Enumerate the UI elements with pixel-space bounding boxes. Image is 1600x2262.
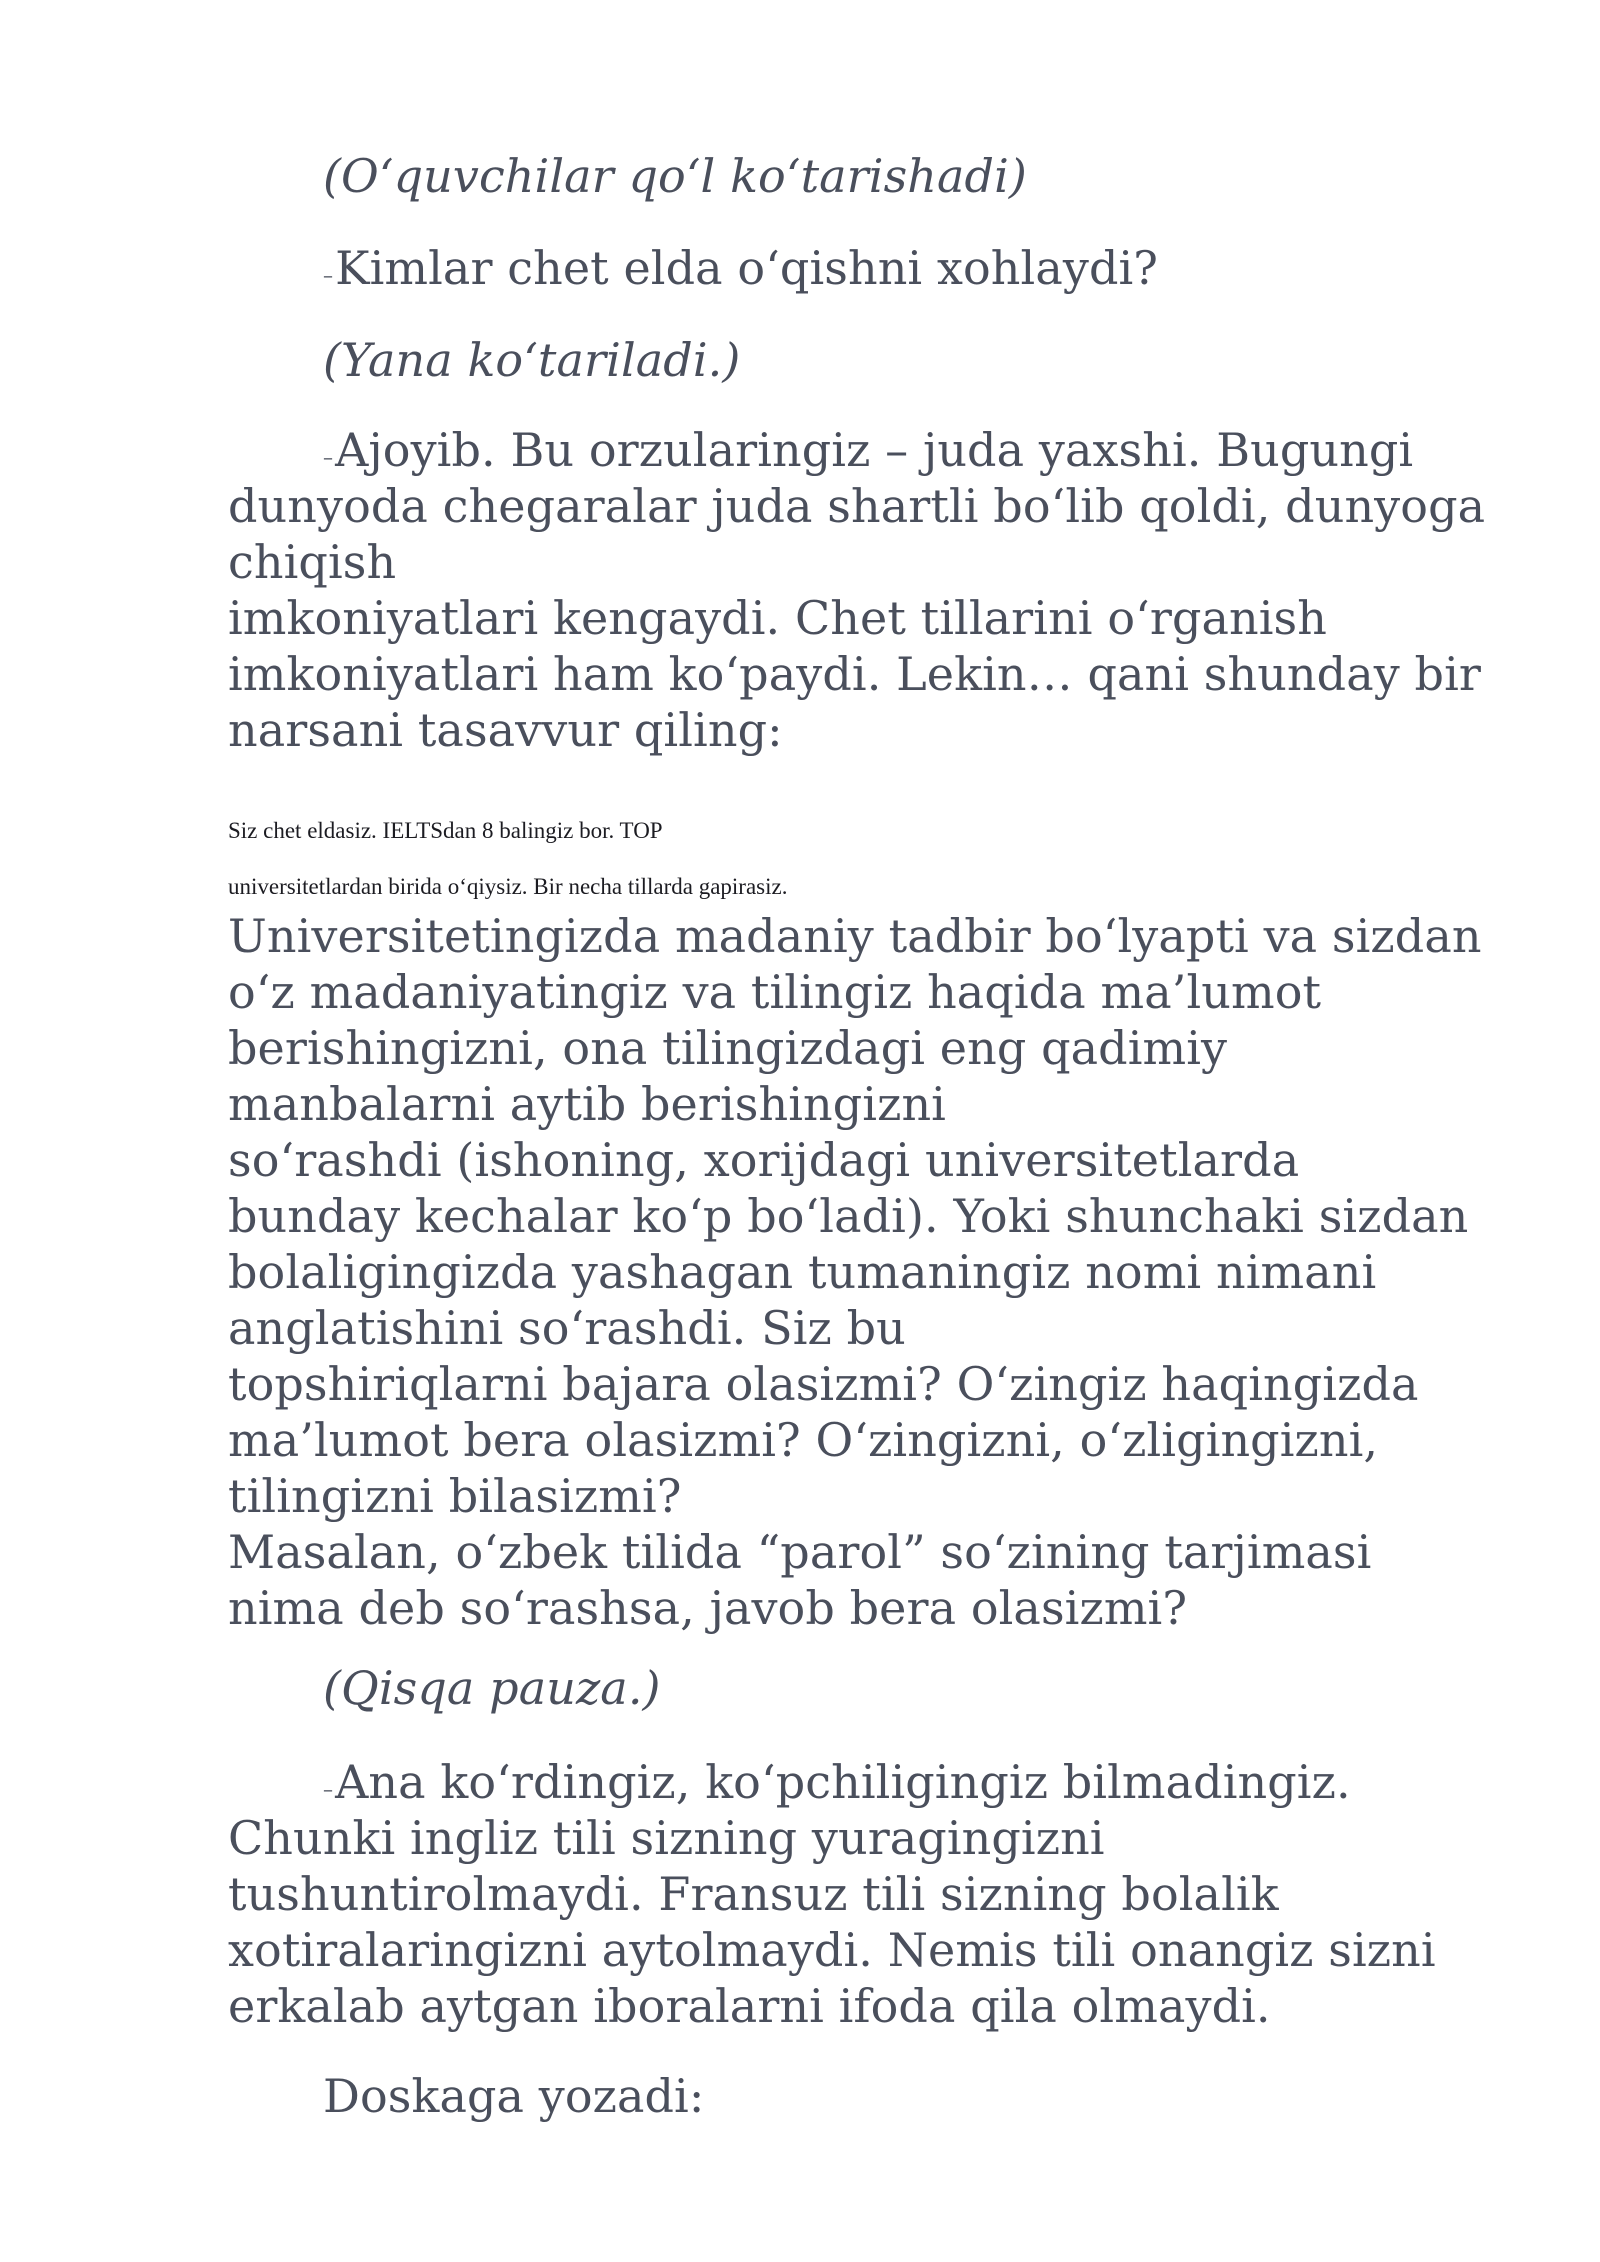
dialogue-dash: – bbox=[323, 263, 334, 287]
dialogue-dash: – bbox=[323, 1777, 334, 1801]
paragraph-line-text: Ajoyib. Bu orzularingiz – juda yaxshi. Bugungi bbox=[335, 423, 1414, 477]
paragraph-line: so‘rashdi (ishoning, xorijdagi universitetlarda bbox=[228, 1133, 1300, 1187]
question-text: Kimlar chet elda o‘qishni xohlaydi? bbox=[335, 241, 1159, 295]
paragraph-line: tushuntirolmaydi. Fransuz tili sizning bolalik bbox=[228, 1867, 1279, 1921]
paragraph-line: anglatishini so‘rashdi. Siz bu bbox=[228, 1301, 906, 1355]
paragraph-line: chiqish bbox=[228, 535, 397, 589]
paragraph-line: dunyoda chegaralar juda shartli bo‘lib qoldi, dunyoga bbox=[228, 479, 1486, 533]
paragraph-line: imkoniyatlari kengaydi. Chet tillarini o‘rganish bbox=[228, 591, 1327, 645]
closing-line: Doskaga yozadi: bbox=[323, 2069, 705, 2123]
paragraph-line: bolaligingizda yashagan tumaningiz nomi nimani bbox=[228, 1245, 1377, 1299]
paragraph-line: Universitetingizda madaniy tadbir bo‘lyapti va sizdan bbox=[228, 909, 1482, 963]
paragraph-line: imkoniyatlari ham ko‘paydi. Lekin… qani shunday bir bbox=[228, 647, 1481, 701]
stage-direction: (Yana ko‘tariladi.) bbox=[323, 333, 741, 387]
paragraph-line: tilingizni bilasizmi? bbox=[228, 1469, 682, 1523]
paragraph-line: manbalarni aytib berishingizni bbox=[228, 1077, 946, 1131]
paragraph-line: bunday kechalar ko‘p bo‘ladi). Yoki shunchaki sizdan bbox=[228, 1189, 1469, 1243]
paragraph-line bbox=[323, 1754, 1351, 1814]
stage-direction: (O‘quvchilar qo‘l ko‘tarishadi) bbox=[323, 149, 1027, 203]
paragraph-line: topshiriqlarni bajara olasizmi? O‘zingiz haqingizda bbox=[228, 1357, 1419, 1411]
paragraph-line-text: Ana ko‘rdingiz, ko‘pchiligingiz bilmadingiz. bbox=[335, 1755, 1351, 1809]
small-note-line: Siz chet eldasiz. IELTSdan 8 balingiz bor. TOP bbox=[228, 818, 663, 843]
small-note-line: universitetlardan birida o‘qiysiz. Bir necha tillarda gapirasiz. bbox=[228, 874, 788, 899]
paragraph-line: erkalab aytgan iboralarni ifoda qila olmaydi. bbox=[228, 1979, 1271, 2033]
dialogue-dash: – bbox=[323, 445, 334, 469]
paragraph-line: Masalan, o‘zbek tilida “parol” so‘zining tarjimasi bbox=[228, 1525, 1372, 1579]
paragraph-line: Chunki ingliz tili sizning yuragingizni bbox=[228, 1811, 1105, 1865]
paragraph-line: nima deb so‘rashsa, javob bera olasizmi? bbox=[228, 1581, 1188, 1635]
paragraph-line bbox=[323, 422, 1413, 482]
question-line bbox=[323, 240, 1158, 300]
paragraph-line: ma’lumot bera olasizmi? O‘zingizni, o‘zligingizni, bbox=[228, 1413, 1379, 1467]
stage-direction: (Qisqa pauza.) bbox=[323, 1661, 661, 1715]
paragraph-line: o‘z madaniyatingiz va tilingiz haqida ma’lumot bbox=[228, 965, 1322, 1019]
paragraph-line: xotiralaringizni aytolmaydi. Nemis tili onangiz sizni bbox=[228, 1923, 1436, 1977]
paragraph-line: narsani tasavvur qiling: bbox=[228, 703, 783, 757]
paragraph-line: berishingizni, ona tilingizdagi eng qadimiy bbox=[228, 1021, 1228, 1075]
